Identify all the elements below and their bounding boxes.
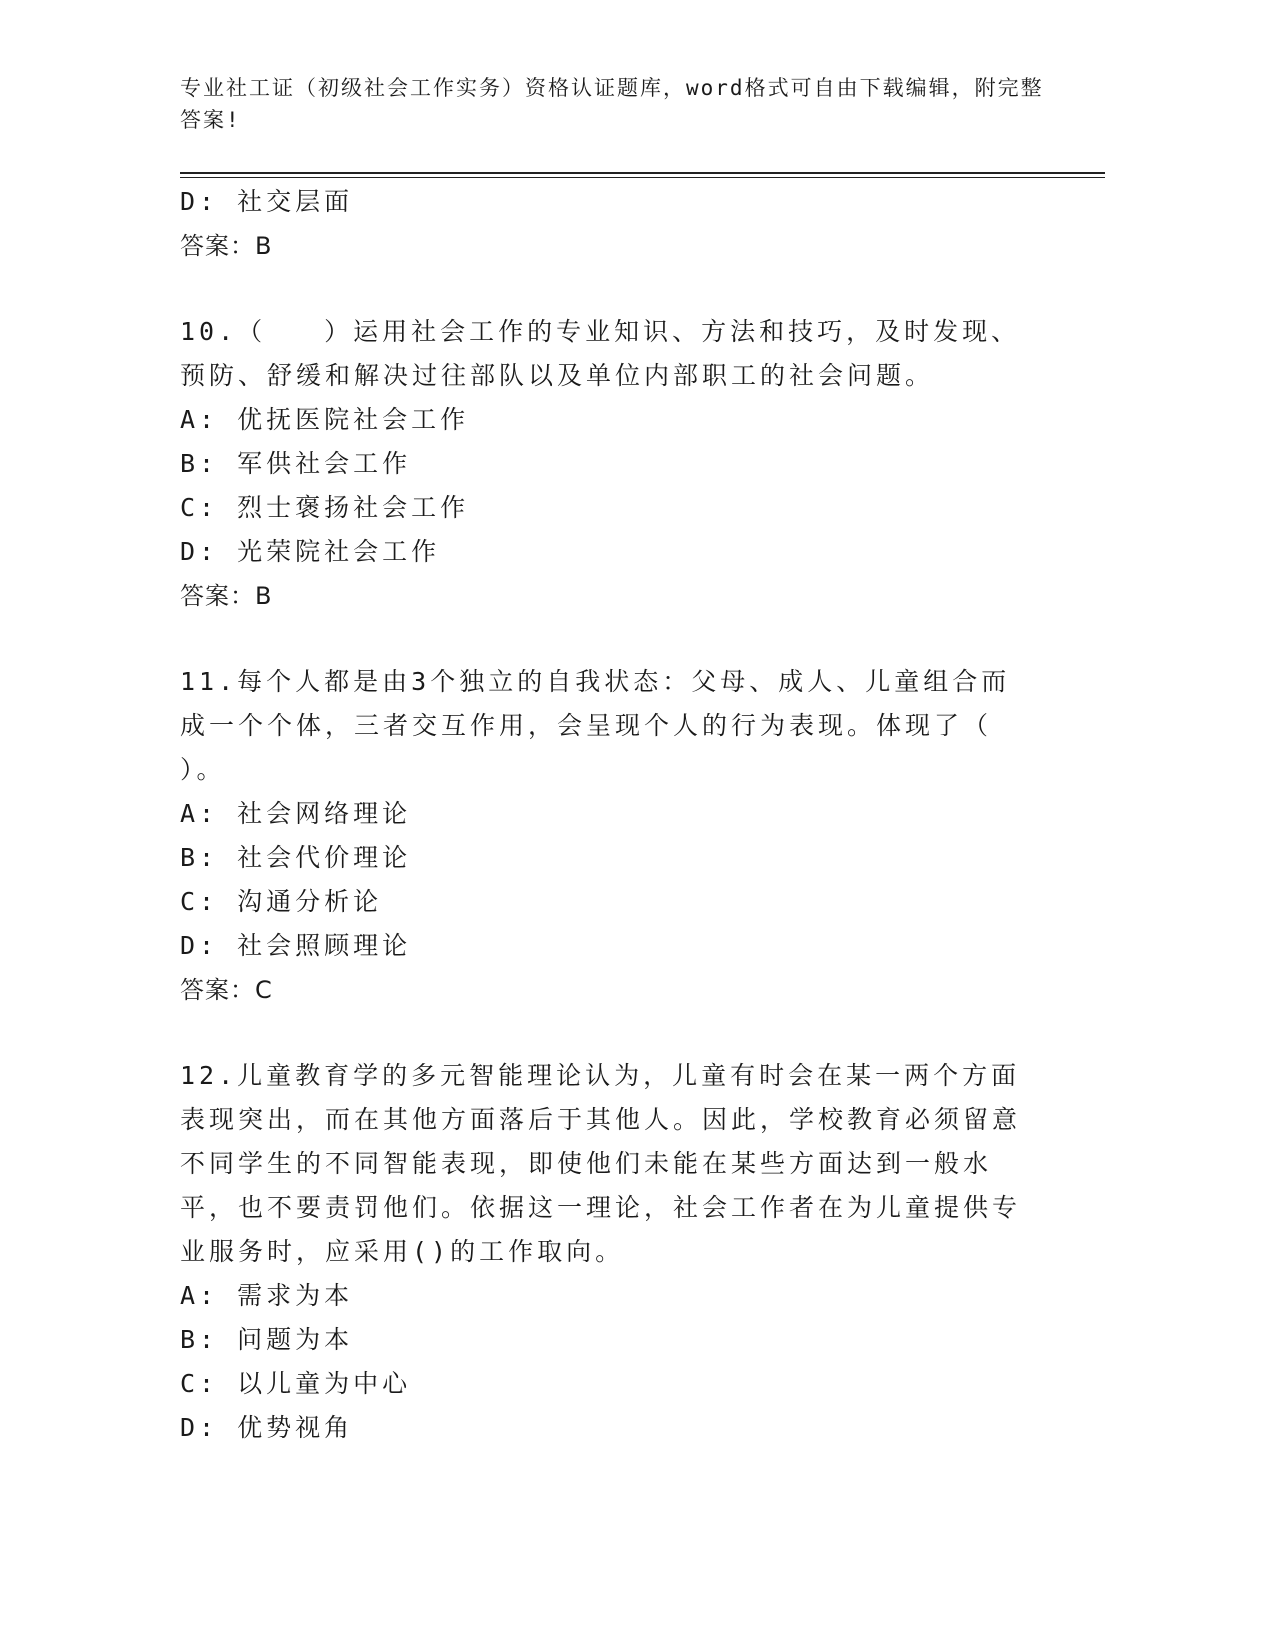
header-divider-thin bbox=[180, 177, 1105, 178]
question-10 bbox=[180, 310, 1105, 618]
header-divider-thick bbox=[180, 172, 1105, 174]
option-c: C: 沟通分析论 bbox=[180, 887, 383, 916]
option-d: D: 光荣院社会工作 bbox=[180, 537, 441, 566]
prev-option-d: D: 社交层面 bbox=[180, 187, 354, 216]
option-c: C: 以儿童为中心 bbox=[180, 1369, 412, 1398]
prev-answer: 答案：B bbox=[180, 232, 273, 260]
option-d: D: 优势视角 bbox=[180, 1413, 354, 1442]
option-b: B: 社会代价理论 bbox=[180, 843, 412, 872]
option-b: B: 问题为本 bbox=[180, 1325, 354, 1354]
question-stem: 11.每个人都是由3个独立的自我状态：父母、成人、儿童组合而成一个个体，三者交互作用，会呈现个人的行为表现。体现了（ ）。 bbox=[180, 667, 1011, 784]
answer: 答案：B bbox=[180, 582, 273, 610]
option-c: C: 烈士褒扬社会工作 bbox=[180, 493, 470, 522]
option-b: B: 军供社会工作 bbox=[180, 449, 412, 478]
question-12 bbox=[180, 1054, 1105, 1450]
question-content bbox=[180, 180, 1105, 1450]
answer: 答案：C bbox=[180, 976, 273, 1004]
question-11 bbox=[180, 660, 1105, 1012]
option-a: A: 优抚医院社会工作 bbox=[180, 405, 470, 434]
spacer bbox=[180, 618, 1105, 660]
spacer bbox=[180, 268, 1105, 310]
document-header: 专业社工证（初级社会工作实务）资格认证题库，word格式可自由下载编辑，附完整答案! bbox=[180, 76, 1044, 132]
question-stem: 12.儿童教育学的多元智能理论认为，儿童有时会在某一两个方面表现突出，而在其他方面落后于其他人。因此，学校教育必须留意不同学生的不同智能表现，即使他们未能在某些方面达到一般水平，也不要责罚他们。依据这一理论，社会工作者在为儿童提供专业服务时，应采用()的工作取向。 bbox=[180, 1061, 1022, 1266]
option-a: A: 社会网络理论 bbox=[180, 799, 412, 828]
option-a: A: 需求为本 bbox=[180, 1281, 354, 1310]
spacer bbox=[180, 1012, 1105, 1054]
option-d: D: 社会照顾理论 bbox=[180, 931, 412, 960]
question-stem: 10.（ ）运用社会工作的专业知识、方法和技巧，及时发现、预防、舒缓和解决过往部队以及单位内部职工的社会问题。 bbox=[180, 317, 1021, 390]
